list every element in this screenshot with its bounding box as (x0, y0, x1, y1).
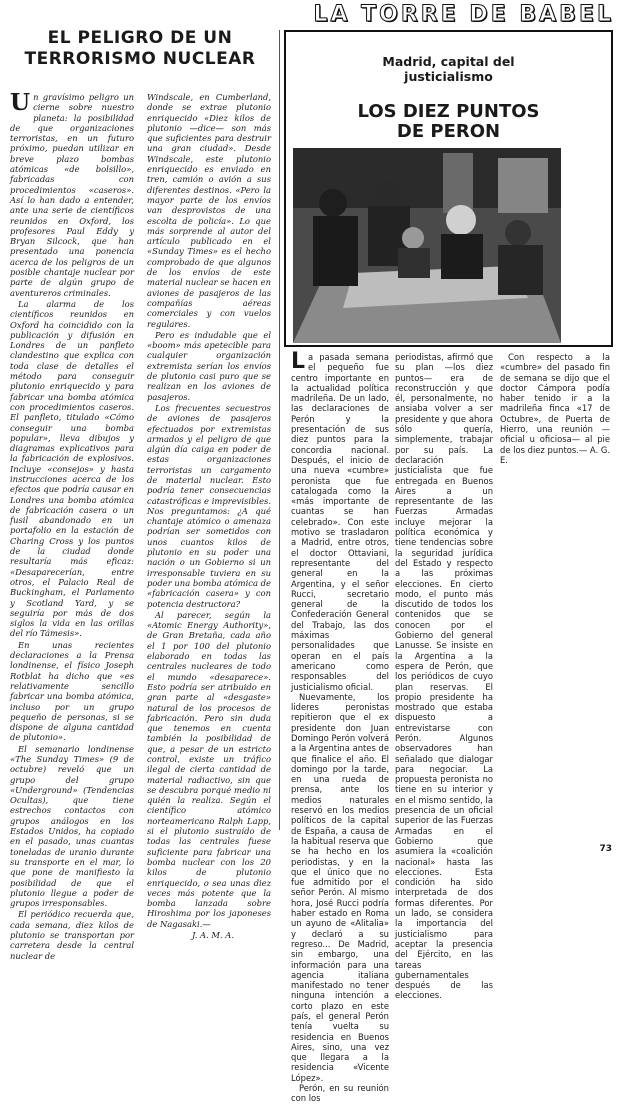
paragraph: Windscale, en Cumberland, donde se extrae plutonio enriquecido «Diez kilos de plutonio —dice— son más que suficientes para destruir una gran ciudad». Desde Windscale, este plutonio enriquecido es enviado en tren, camión o avión a sus diferentes destinos. «Pero la mayor parte de los envíos van desprovistos de una escolta de policía». Lo que más sorprende al autor del artículo publicado en el «Sunday Times» es el hecho comprobado de que algunos de los envíos de este material nuclear se hacen en aviones de pasajeros de las compañías aéreas comerciales y con vuelos regulares. (147, 92, 271, 329)
page-number: 73 (599, 844, 612, 854)
section-masthead: LA TORRE DE BABEL (313, 2, 614, 27)
paragraph: Pero es indudable que el «boom» más apetecible para cualquier organización extremista serían los envíos de plutonio casi puro que se realizan en los aviones de pasajeros. (147, 329, 271, 402)
paragraph: Al parecer, según la «Atomic Energy Authority», de Gran Bretaña, cada año el 1 por 100 del plutonio elaborado en todas las centrales nucleares de todo el mundo «desaparece». Esto podría ser atribuido en gran parte al «desgaste» natural de los procesos de fabricación. Pero sin duda que tenemos en cuenta también la posibilidad de que, a pesar de un estricto control, existe un tráfico ilegal de cierta cantidad de material radiactivo, sin que se descubra porqué medio ni quién la realiza. Según el científico atómico norteamericano Ralph Lapp, si el plutonio sustraído de todas las centrales fuese suficiente para fabricar una bomba nuclear con los 20 kilos de plutonio enriquecido, o sea unas diez veces más potente que la bomba lanzada sobre Hiroshima por los japoneses de Nagasaki.— (147, 609, 271, 929)
left-title-line-1: EL PELIGRO DE UN (47, 28, 233, 48)
paragraph: Nuevamente, los lideres peronistas repitieron que el ex presidente don Juan Domingo Perón volverá a la Argentina antes de que finalice el año. El domingo por la tarde, en una rueda de prensa, ante los medios naturales reservó en los medios políticos de la capital de España, a causa de la habitual reserva que se ha hecho en los periodistas, y en la que el único que no fue admitido por el señor Perón. Al mismo hora, José Rucci podría haber estado en Roma un ayuno de «Alitalia» y declaró a su regreso... De Madrid, sin embargo, una información para una agencia italiana manifestado no tener ninguna intención a corto plazo en este país, el general Perón tenía vuelta su residencia en Buenos Aires, sino, una vez que llegara a la residencia «Vicente López». (291, 691, 389, 1083)
photo-illustration (293, 148, 561, 343)
article-signature: J. A. M. A. (191, 930, 234, 941)
paragraph: El periódico recuerda que, cada semana, diez kilos de plutonio se transportan por carretera desde la central nuclear de (10, 909, 134, 961)
paragraph: Los frecuentes secuestros de aviones de pasajeros efectuados por extremistas armados y el peligro de que algún día caiga en poder de estas organizaciones terroristas un cargamento de material nuclear. Esto podría tener consecuencias catastróficas e imprevisibles. Nos preguntamos: ¿A qué chantaje atómico o amenaza podrían ser sometidos con unos cuantos kilos de plutonio en su poder una nación o un Gobierno si un irresponsable tuviera en su poder una bomba atómica de «fabricación casera» y con potencia destructora? (147, 402, 271, 609)
title-line-1: LOS DIEZ PUNTOS (357, 101, 540, 122)
right-article-column-1 (291, 349, 389, 1104)
paragraph-text: a pasada semana el pequeño fue centro importante en la actualidad política madrileña. De un lado, las declaraciones de Perón y la presentación de sus diez puntos para la concordia nacional. Después, el inicio de una nueva «cumbre» peronista que fue catalogada como la «más importante de cuantas se han celebrado». Con este motivo se trasladaron a Madrid, entre otros, el doctor Ottaviani, representante del general en la Argentina, y el señor Rucci, secretario general de la Confederación General del Trabajo, las dos máximas personalidades que operan en el país americano como responsables del justicialismo oficial. (291, 352, 389, 692)
left-article-title (10, 28, 270, 70)
paragraph: En unas recientes declaraciones a la Prensa londinense, el físico Joseph Rotblat ha dicho que «es relativamente sencillo fabricar una bomba atómica, incluso por un grupo pequeño de personas, si se dispone de alguna cantidad de plutonio». (10, 639, 134, 743)
right-article-title (286, 102, 611, 142)
paragraph: La alarma de los científicos reunidos en Oxford ha coincidido con la publicación y difusión en Londres de un panfleto clandestino que explica con toda clase de detalles el método para conseguir plutonio enriquecido y para fabricar una bomba atómica con procedimientos caseros. El panfleto, titulado «Cómo conseguir una bomba popular», lleva dibujos y diagramas explicativos para la fabricación de explosivos. Incluye «consejos» y hasta instrucciones acerca de los efectos que podría causar en Londres una bomba atómica de fabricación casera o un fusil abandonado en un portafolio en la estación de Charing Cross y los puntos de la ciudad donde resultaría más eficaz: «Desaparecerían, entre otros, el Palacio Real de Buckingham, el Parlamento y Scotland Yard, y se seguiría por más de dos siglos la vida en las orillas del río Támesis». (10, 298, 134, 639)
subtitle-line-2: justicialismo (404, 69, 493, 84)
left-article-column-1 (10, 89, 134, 961)
drop-cap: U (10, 89, 31, 116)
paragraph-text: n gravísimo peligro un cierne sobre nuestro planeta: la posibilidad de que organizaciones terroristas, en un futuro próximo, puedan utilizar en breve plazo bombas atómicas «de bolsillo», fabricadas con procedimientos «caseros». Así lo han dado a entender, ante una serie de científicos reunidos en Oxford, los profesores Paul Eddy y Bryan Silcock, que han presentado una ponencia acerca de los peligros de un posible chantaje nuclear por parte de algún grupo de aventureros criminales. (10, 92, 134, 298)
paragraph: Perón, en su reunión con los (291, 1083, 389, 1104)
paragraph: El semanario londinense «The Sunday Times» (9 de octubre) reveló que un grupo del grupo «Underground» (Tendencias Ocultas), que tiene estrechos contactos con grupos análogos en los Estados Unidos, ha copiado en el pasado, unas cuantas toneladas de uranio durante su transporte en el mar, lo que pone de manifiesto la posibilidad de que el plutonio llegue a poder de grupos irresponsables. (10, 743, 134, 909)
right-article-column-3 (500, 352, 610, 832)
left-article-column-2 (147, 92, 271, 941)
right-article-subtitle (286, 54, 611, 84)
paragraph: periodistas, afirmó que su plan —los diez puntos— era de reconstrucción y que él, personalmente, no ansiaba volver a ser presidente y que ahora sólo quería, simplemente, trabajar por su país. La declaración justicialista que fue entregada en Buenos Aires a un representante de las Fuerzas Armadas incluye mejorar la política económica y tiene tendencias sobre la seguridad jurídica del Estado y respecto a las próximas elecciones. En cierto modo, el punto más discutido de todos los contenidos que se conocen por el Gobierno del general Lanusse. Se insiste en la Argentina a la espera de Perón, que los periódicos de cuyo plan reservas. El propio presidente ha mostrado que estaba dispuesto a entrevistarse con Perón. Algunos observadores han señalado que dialogar para negociar. La propuesta peronista no tiene en su interior y en el mismo sentido, la presencia de un oficial superior de las Fuerzas Armadas en el Gobierno que asumiera la «coalición nacional» hasta las elecciones. Esta condición ha sido interpretada de dos formas diferentes. Por un lado, se considera la importancia del justicialismo para aceptar la presencia del Ejército, en las tareas gubernamentales después de las elecciones. (395, 352, 493, 1001)
right-article-column-2 (395, 352, 493, 1001)
paragraph: Con respecto a la «cumbre» del pasado fin de semana se dijo que el doctor Cámpora podía haber tenido ir a la madrileña finca «17 de Octubre», de Puerta de Hierro, una reunión —oficial u oficiosa— al pie de los diez puntos.— A. G. E. (500, 352, 610, 465)
column-divider (279, 30, 280, 830)
drop-cap: L (291, 349, 306, 374)
left-title-line-2: TERRORISMO NUCLEAR (24, 49, 256, 69)
title-line-2: DE PERON (396, 121, 501, 142)
meeting-photo (293, 148, 561, 343)
paragraph (291, 349, 389, 692)
subtitle-line-1: Madrid, capital del (382, 54, 515, 69)
paragraph (10, 89, 134, 298)
